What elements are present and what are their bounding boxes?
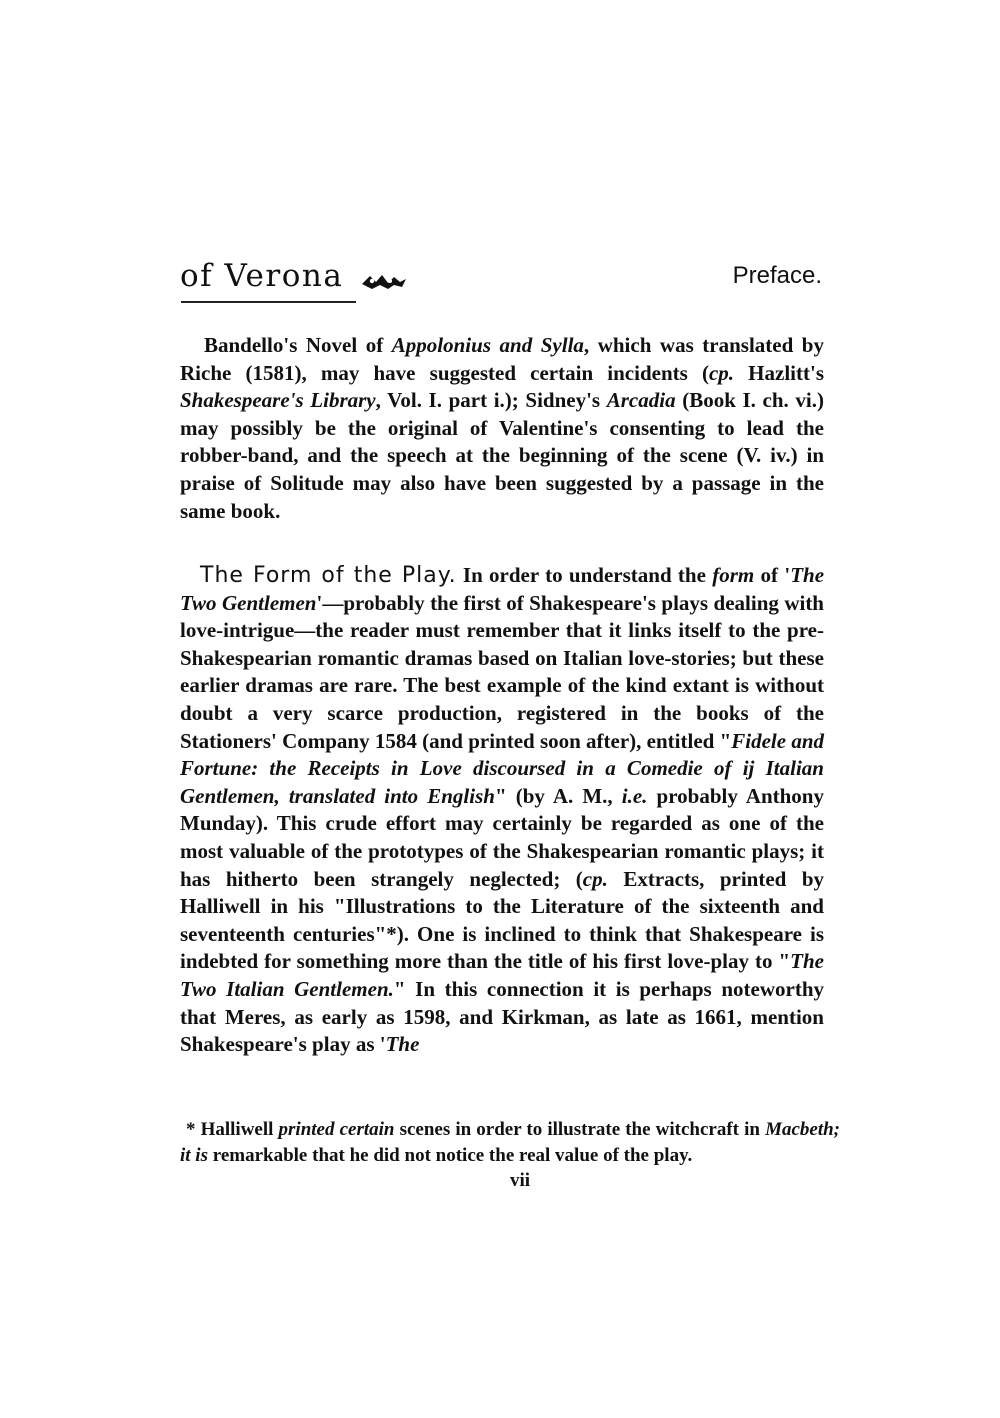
- running-head-title: of Verona: [180, 258, 344, 294]
- section-heading: The Form of the Play.: [200, 563, 457, 588]
- page-number: vii: [509, 1170, 531, 1191]
- paragraph-form-of-play: The Form of the Play. In order to understand the form of 'The Two Gentlemen'—probably the first of Shakespeare's plays dealing with love-intrigue—the reader must remember that it links itself to the pre-Shakespearian romantic dramas based on Italian love-stories; but these earlier dramas are rare. The best example of the kind extant is without doubt a very scarce production, registered in the books of the Stationers' Company 1584 (and printed soon after), entitled "Fidele and Fortune: the Receipts in Love discoursed in a Comedie of ij Italian Gentlemen, translated into English" (by A. M., i.e. probably Anthony Munday). This crude effort may certainly be regarded as one of the most valuable of the prototypes of the Shakespearian romantic plays; it has hitherto been strangely neglected; (cp. Extracts, printed by Halliwell in his "Illustrations to the Literature of the sixteenth and seventeenth centuries"*). One is inclined to think that Shakespeare is indebted for something more than the title of his first love-play to "The Two Italian Gentlemen." In this connection it is perhaps noteworthy that Meres, as early as 1598, and Kirkman, as late as 1661, mention Shakespeare's play as 'The: [180, 563, 825, 1057]
- paragraph-sources: Bandello's Novel of Appolonius and Sylla, which was translated by Riche (1581), may have suggested certain incidents (cp. Hazlitt's Shakespeare's Library, Vol. I. part i.); Sidney's Arcadia (Book I. ch. vi.) may possibly be the original of Valentine's consenting to lead the robber-band, and the speech at the beginning of the scene (V. iv.) in praise of Solitude may also have been suggested by a passage in the same book.: [180, 333, 824, 523]
- printer-ornament-icon: [360, 270, 408, 292]
- running-head-section: Preface.: [732, 262, 822, 289]
- footnote: * Halliwell printed certain scenes in order to illustrate the witchcraft in Macbeth; it is remarkable that he did not notice the real value of the play.: [180, 1119, 840, 1166]
- header-rule: [181, 301, 356, 303]
